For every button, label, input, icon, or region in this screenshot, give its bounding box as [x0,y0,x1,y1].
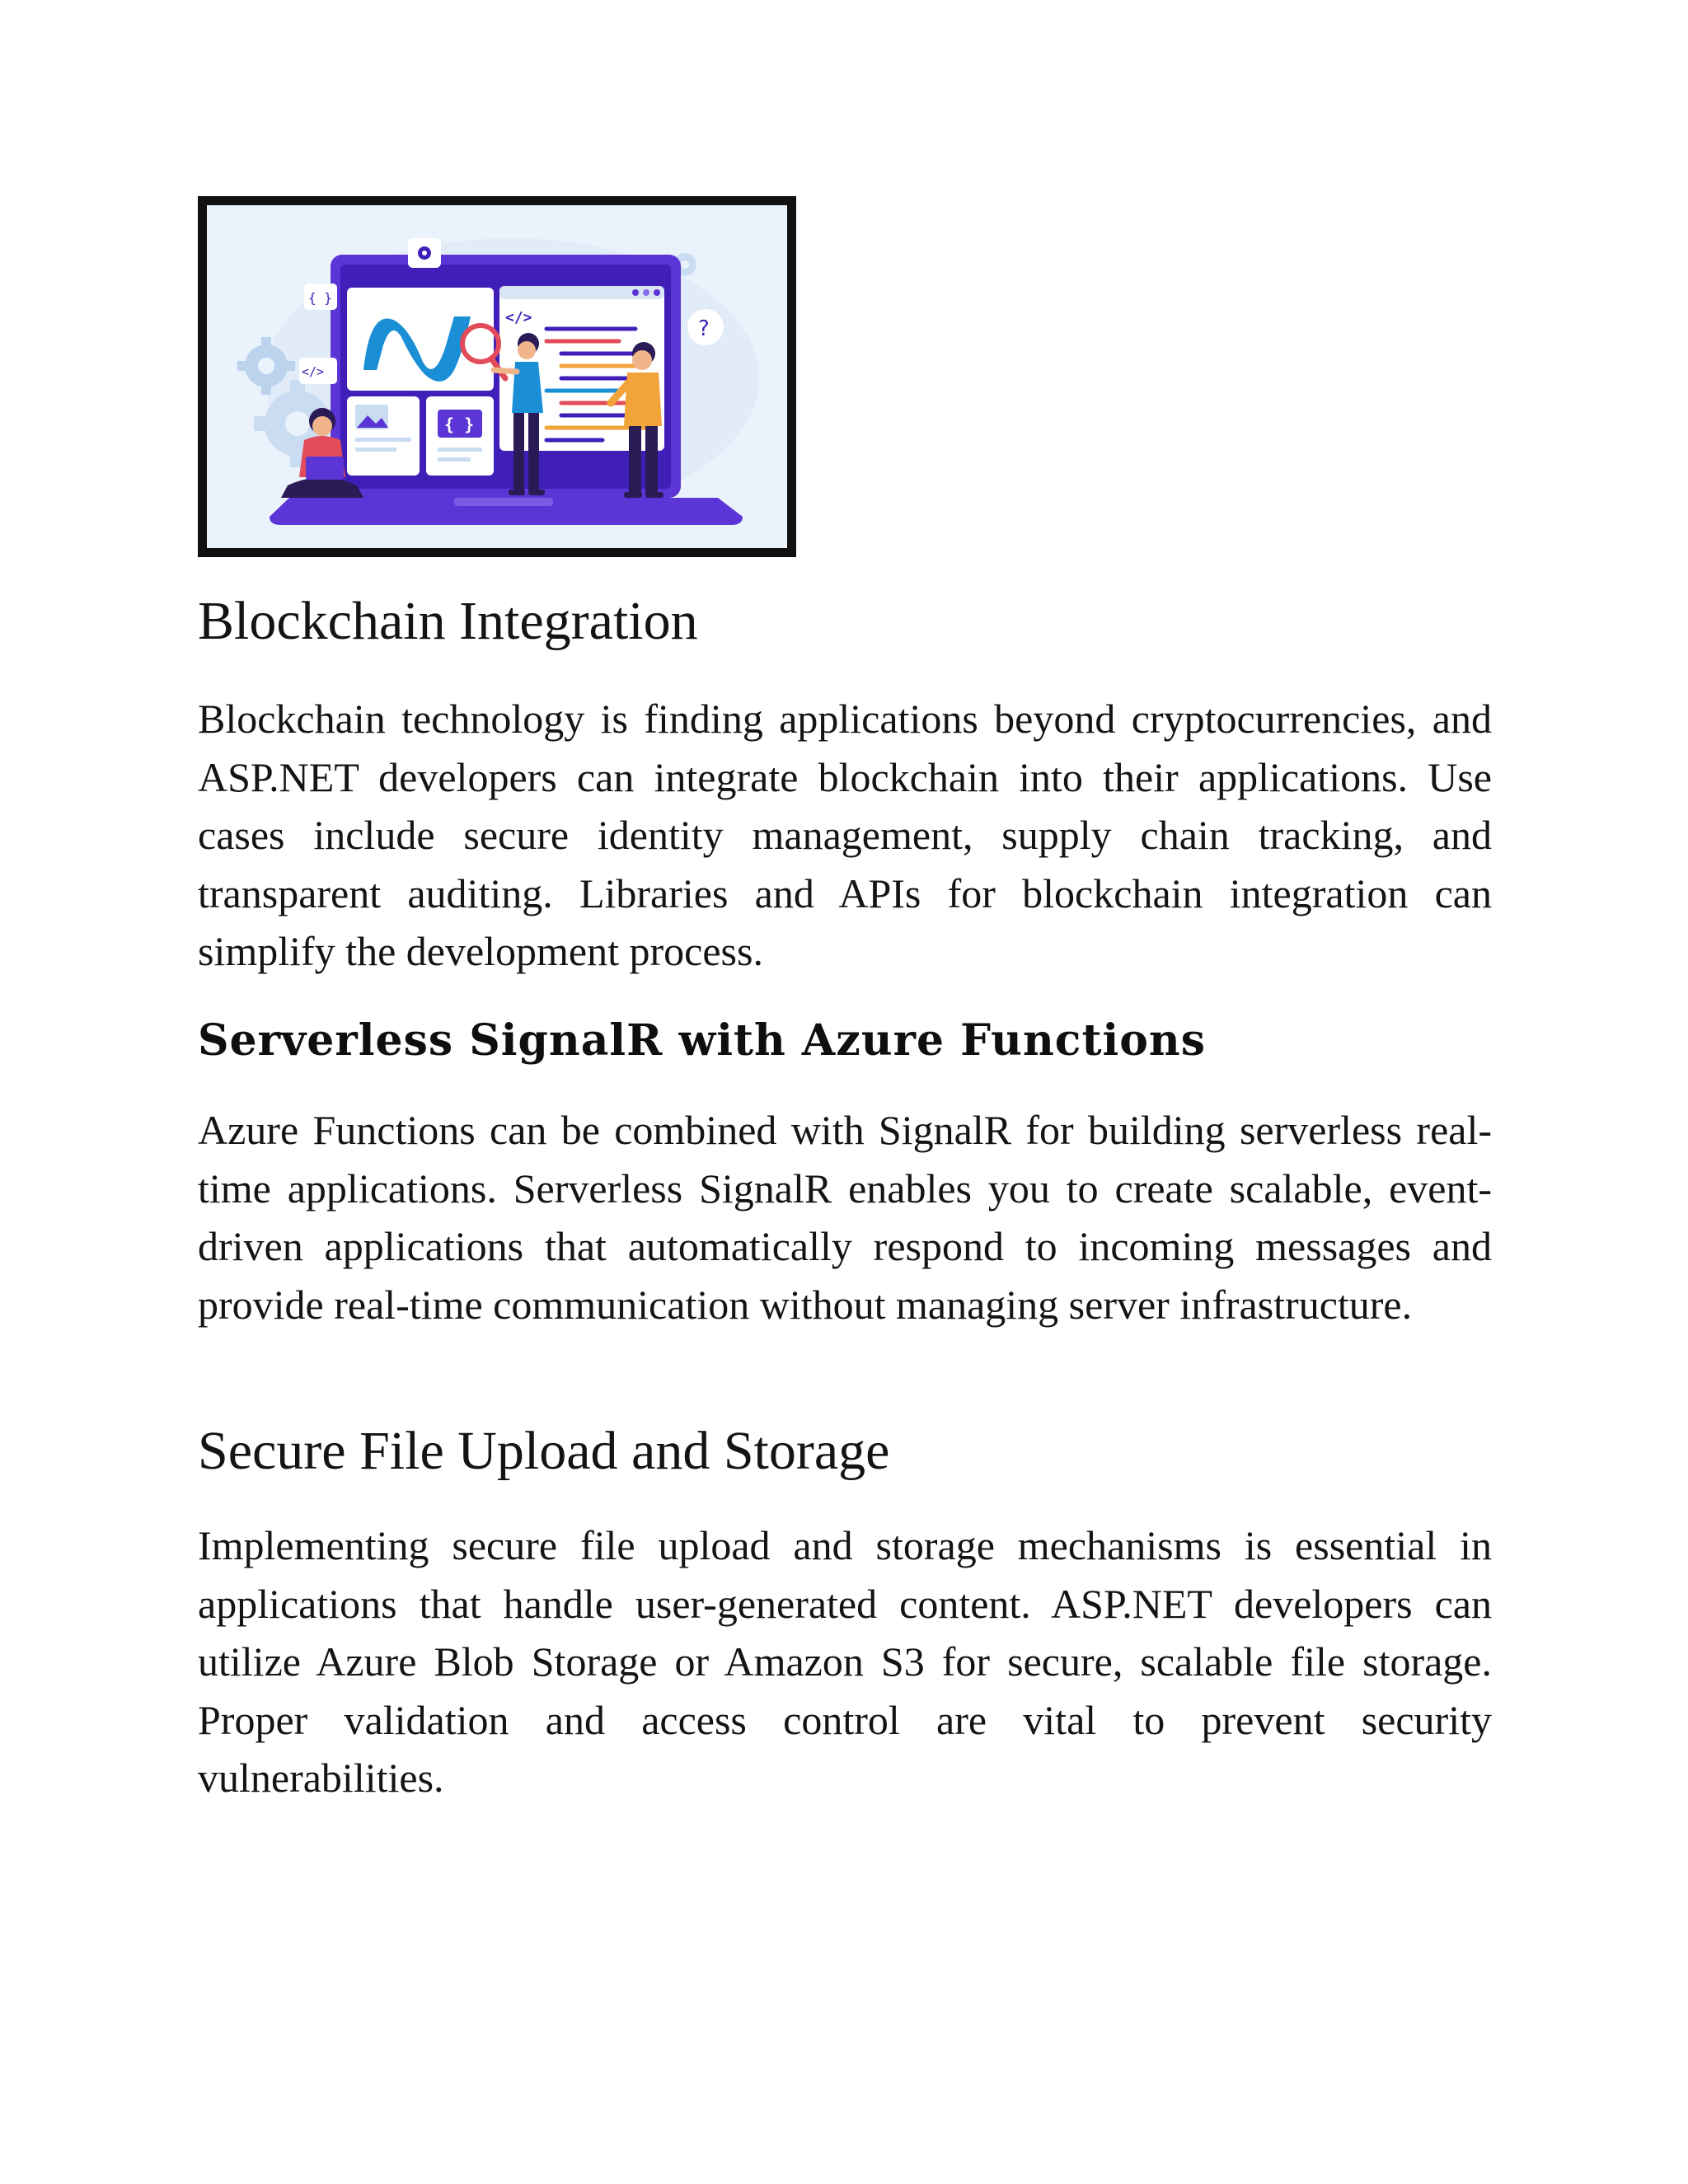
svg-text:{ }: { } [308,290,332,306]
section-body-signalr: Azure Functions can be combined with SignalR for building serverless real-time applications. Serverless SignalR enables you to create scalable, event-driven applications that automatically respond to incoming messages and provide real-time communication without managing server infrastructure. [198,1107,1492,1328]
section-heading-signalr: Serverless SignalR with Azure Functions [198,1015,1206,1066]
section-body-blockchain: Blockchain technology is finding applications beyond cryptocurrencies, and ASP.NET developers can integrate blockchain into their applications. Use cases include secure identity management, supply chain tracking, and transparent auditing. Libraries and APIs for blockchain integration can simplify the development process. [198,696,1492,974]
illustration-svg [207,205,787,548]
code-tag-icon: </> [505,309,532,326]
braces-icon: { } [444,415,475,434]
section-heading-file-storage: Secure File Upload and Storage [198,1421,890,1481]
code-tag-badge [299,358,337,384]
svg-text:</>: </> [302,364,325,379]
braces-badge [304,284,337,310]
dotnet-logo-card [347,288,494,391]
question-bubble [687,309,724,345]
dotnet-developers-illustration [198,196,796,557]
section-heading-blockchain: Blockchain Integration [198,591,698,651]
svg-text:?: ? [698,316,710,341]
section-body-file-storage: Implementing secure file upload and storage mechanisms is essential in applications that handle user-generated content. ASP.NET developers can utilize Azure Blob Storage or Amazon S3 for secure, scalable file storage. Proper validation and access control are vital to prevent security vulnerabilities. [198,1522,1492,1801]
settings-badge [408,238,441,268]
